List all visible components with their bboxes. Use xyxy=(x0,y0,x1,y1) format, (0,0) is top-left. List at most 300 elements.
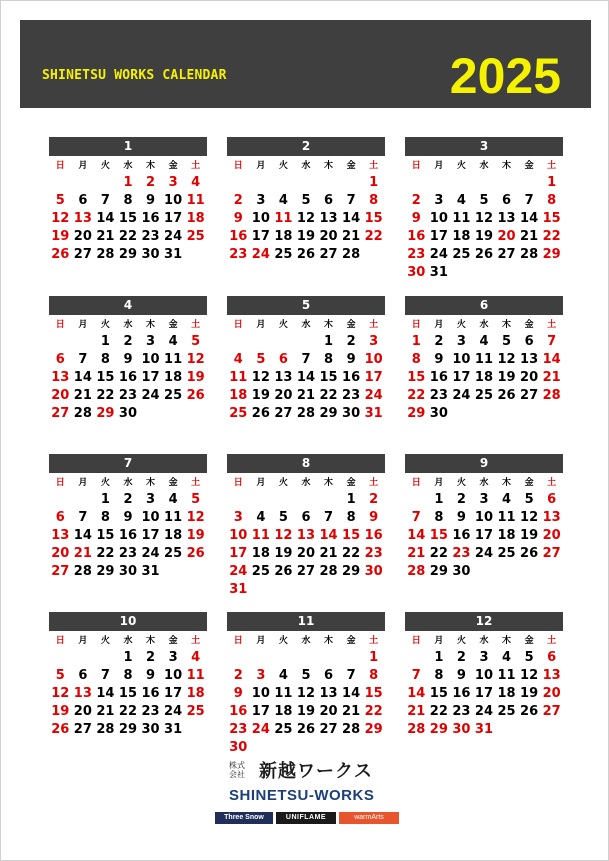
day-cell: 16 xyxy=(229,229,248,244)
day-cell: 29 xyxy=(407,406,426,421)
day-cell: 8 xyxy=(434,510,444,525)
day-cell: 24 xyxy=(251,722,270,737)
day-cell: 23 xyxy=(229,722,248,737)
day-cell: 25 xyxy=(251,564,270,579)
day-cell: 7 xyxy=(524,193,534,208)
day-cell: 4 xyxy=(191,650,201,665)
weekday-label: 土 xyxy=(369,320,379,330)
day-cell: 13 xyxy=(73,211,92,226)
day-cell: 23 xyxy=(141,704,160,719)
day-cell: 30 xyxy=(141,247,160,262)
day-cell: 1 xyxy=(434,492,444,507)
day-grid xyxy=(49,333,207,423)
weekday-label: 金 xyxy=(168,320,178,330)
day-cell: 28 xyxy=(342,722,361,737)
day-cell: 27 xyxy=(319,722,338,737)
day-cell: 8 xyxy=(100,352,110,367)
day-cell: 30 xyxy=(452,722,471,737)
day-cell: 16 xyxy=(141,211,160,226)
day-cell: 17 xyxy=(141,370,160,385)
weekday-label: 木 xyxy=(146,320,156,330)
day-cell: 5 xyxy=(301,668,311,683)
day-cell: 30 xyxy=(407,265,426,280)
day-cell: 6 xyxy=(524,334,534,349)
day-cell: 5 xyxy=(55,193,65,208)
day-cell: 18 xyxy=(164,528,183,543)
day-cell: 26 xyxy=(186,546,205,561)
day-cell: 11 xyxy=(474,352,494,367)
day-cell: 22 xyxy=(118,229,138,244)
day-grid xyxy=(227,174,385,264)
day-cell: 26 xyxy=(520,704,539,719)
day-cell: 7 xyxy=(411,510,421,525)
day-cell: 9 xyxy=(233,211,243,226)
day-cell: 26 xyxy=(274,564,293,579)
day-cell: 31 xyxy=(229,582,248,597)
day-cell: 21 xyxy=(319,546,338,561)
day-cell: 28 xyxy=(73,406,92,421)
day-cell: 7 xyxy=(346,193,356,208)
weekday-label: 金 xyxy=(524,478,534,488)
day-cell: 26 xyxy=(296,247,316,262)
day-cell: 23 xyxy=(141,229,160,244)
day-cell: 28 xyxy=(407,722,426,737)
weekday-label: 日 xyxy=(55,320,65,330)
weekday-label: 木 xyxy=(502,320,512,330)
weekday-label: 日 xyxy=(411,478,421,488)
day-cell: 19 xyxy=(474,229,494,244)
day-cell: 21 xyxy=(407,704,426,719)
day-cell: 2 xyxy=(456,492,466,507)
day-cell: 4 xyxy=(278,668,288,683)
day-cell: 5 xyxy=(479,193,489,208)
day-cell: 25 xyxy=(474,388,494,403)
day-cell: 8 xyxy=(100,510,110,525)
day-cell: 9 xyxy=(346,352,356,367)
day-cell: 24 xyxy=(251,247,270,262)
weekday-label: 水 xyxy=(123,478,133,488)
weekday-label: 日 xyxy=(233,636,243,646)
day-cell: 18 xyxy=(497,686,516,701)
day-cell: 28 xyxy=(542,388,561,403)
day-cell: 15 xyxy=(364,211,383,226)
day-cell: 31 xyxy=(429,265,448,280)
day-cell: 29 xyxy=(342,564,361,579)
day-empty xyxy=(317,649,340,667)
day-cell: 28 xyxy=(319,564,338,579)
day-cell: 18 xyxy=(164,370,183,385)
day-cell: 9 xyxy=(434,352,444,367)
day-cell: 20 xyxy=(542,528,561,543)
day-cell: 30 xyxy=(229,740,248,755)
day-cell: 11 xyxy=(497,510,516,525)
month-title: 2 xyxy=(227,137,385,156)
day-cell: 31 xyxy=(141,564,160,579)
day-cell: 16 xyxy=(118,528,138,543)
day-cell: 8 xyxy=(369,193,379,208)
company-name-en: SHINETSU-WORKS xyxy=(229,787,375,804)
day-cell: 24 xyxy=(474,704,494,719)
day-empty xyxy=(49,649,72,667)
day-cell: 19 xyxy=(520,686,539,701)
weekday-label: 木 xyxy=(146,636,156,646)
day-cell: 14 xyxy=(407,528,426,543)
month-title: 5 xyxy=(227,296,385,315)
day-cell: 6 xyxy=(301,510,311,525)
day-cell: 25 xyxy=(164,388,183,403)
company-prefix-line2: 会社 xyxy=(229,770,245,779)
day-cell: 3 xyxy=(479,492,489,507)
day-cell: 31 xyxy=(164,722,183,737)
weekday-label: 火 xyxy=(278,320,288,330)
day-cell: 23 xyxy=(452,546,471,561)
day-cell: 25 xyxy=(452,247,471,262)
weekday-label: 水 xyxy=(301,161,311,171)
day-cell: 24 xyxy=(229,564,248,579)
day-cell: 8 xyxy=(346,510,356,525)
weekday-label: 土 xyxy=(369,478,379,488)
day-cell: 1 xyxy=(100,492,110,507)
day-cell: 13 xyxy=(296,528,316,543)
day-cell: 18 xyxy=(497,528,516,543)
company-prefix-line1: 株式 xyxy=(229,761,245,770)
day-cell: 24 xyxy=(364,388,383,403)
month-8 xyxy=(227,454,385,599)
weekday-label: 日 xyxy=(411,320,421,330)
day-cell: 30 xyxy=(342,406,361,421)
day-cell: 11 xyxy=(186,668,205,683)
day-empty xyxy=(295,649,318,667)
day-empty xyxy=(495,174,518,192)
day-grid xyxy=(227,491,385,599)
day-cell: 21 xyxy=(96,704,115,719)
day-cell: 17 xyxy=(164,211,183,226)
day-cell: 2 xyxy=(233,668,243,683)
day-cell: 6 xyxy=(324,193,334,208)
company-name-jp: 新越ワークス xyxy=(259,761,373,782)
day-grid xyxy=(405,174,563,282)
weekday-label: 土 xyxy=(191,636,201,646)
weekday-row xyxy=(49,158,207,174)
day-cell: 13 xyxy=(520,352,539,367)
weekday-label: 金 xyxy=(168,636,178,646)
day-empty xyxy=(450,174,473,192)
day-empty xyxy=(317,491,340,509)
day-cell: 1 xyxy=(369,175,379,190)
weekday-label: 土 xyxy=(547,478,557,488)
weekday-label: 金 xyxy=(346,478,356,488)
day-cell: 20 xyxy=(542,686,561,701)
day-empty xyxy=(227,174,250,192)
weekday-row xyxy=(405,475,563,491)
calendar-year: 2025 xyxy=(449,48,561,104)
day-cell: 4 xyxy=(256,510,266,525)
day-cell: 16 xyxy=(229,704,248,719)
day-cell: 5 xyxy=(256,352,266,367)
day-grid xyxy=(49,649,207,739)
day-cell: 1 xyxy=(100,334,110,349)
day-cell: 9 xyxy=(146,668,156,683)
weekday-label: 月 xyxy=(434,161,444,171)
month-2 xyxy=(227,137,385,264)
month-title: 9 xyxy=(405,454,563,473)
day-cell: 15 xyxy=(319,370,338,385)
day-cell: 2 xyxy=(146,175,156,190)
day-cell: 21 xyxy=(520,229,539,244)
weekday-label: 日 xyxy=(55,478,65,488)
day-cell: 20 xyxy=(497,229,516,244)
day-cell: 3 xyxy=(233,510,243,525)
weekday-label: 日 xyxy=(233,161,243,171)
day-cell: 16 xyxy=(452,528,471,543)
day-cell: 9 xyxy=(123,510,133,525)
day-cell: 3 xyxy=(146,492,156,507)
day-cell: 12 xyxy=(186,510,205,525)
day-cell: 7 xyxy=(301,352,311,367)
day-cell: 12 xyxy=(274,528,293,543)
day-cell: 13 xyxy=(274,370,293,385)
day-cell: 12 xyxy=(520,668,539,683)
day-cell: 18 xyxy=(274,704,293,719)
day-cell: 21 xyxy=(296,388,316,403)
month-9 xyxy=(405,454,563,581)
weekday-label: 月 xyxy=(256,636,266,646)
day-cell: 13 xyxy=(51,528,70,543)
day-cell: 12 xyxy=(51,211,70,226)
day-cell: 3 xyxy=(369,334,379,349)
weekday-label: 火 xyxy=(100,161,110,171)
day-grid xyxy=(227,333,385,423)
company-type-mark xyxy=(229,761,245,779)
day-cell: 14 xyxy=(73,528,92,543)
day-cell: 19 xyxy=(186,370,205,385)
day-cell: 19 xyxy=(274,546,293,561)
day-cell: 1 xyxy=(123,175,133,190)
day-cell: 18 xyxy=(474,370,494,385)
day-cell: 9 xyxy=(146,193,156,208)
day-cell: 23 xyxy=(364,546,383,561)
day-cell: 21 xyxy=(542,370,561,385)
brand-three-snow: Three Snow xyxy=(215,812,273,824)
month-1 xyxy=(49,137,207,264)
day-cell: 3 xyxy=(434,193,444,208)
day-cell: 16 xyxy=(118,370,138,385)
day-cell: 26 xyxy=(251,406,270,421)
day-cell: 29 xyxy=(118,722,138,737)
day-cell: 5 xyxy=(502,334,512,349)
weekday-row xyxy=(49,475,207,491)
day-cell: 18 xyxy=(452,229,471,244)
day-cell: 17 xyxy=(251,229,270,244)
day-cell: 24 xyxy=(452,388,471,403)
day-cell: 26 xyxy=(51,722,70,737)
day-cell: 25 xyxy=(274,247,293,262)
weekday-label: 月 xyxy=(434,320,444,330)
day-cell: 9 xyxy=(456,668,466,683)
month-11 xyxy=(227,612,385,757)
day-cell: 13 xyxy=(319,686,338,701)
weekday-label: 水 xyxy=(479,636,489,646)
day-cell: 2 xyxy=(123,334,133,349)
day-cell: 10 xyxy=(474,510,494,525)
weekday-label: 日 xyxy=(55,161,65,171)
day-cell: 22 xyxy=(319,388,338,403)
day-cell: 20 xyxy=(296,546,316,561)
day-empty xyxy=(518,174,541,192)
day-cell: 14 xyxy=(342,686,361,701)
day-cell: 1 xyxy=(324,334,334,349)
day-cell: 20 xyxy=(520,370,539,385)
weekday-label: 土 xyxy=(369,161,379,171)
day-empty xyxy=(72,333,95,351)
day-cell: 28 xyxy=(342,247,361,262)
month-title: 11 xyxy=(227,612,385,631)
day-cell: 16 xyxy=(407,229,426,244)
day-empty xyxy=(473,174,496,192)
day-cell: 22 xyxy=(342,546,361,561)
day-cell: 14 xyxy=(520,211,539,226)
day-cell: 1 xyxy=(123,650,133,665)
day-cell: 28 xyxy=(407,564,426,579)
weekday-label: 火 xyxy=(456,161,466,171)
day-cell: 4 xyxy=(168,492,178,507)
day-cell: 24 xyxy=(141,388,160,403)
day-empty xyxy=(272,333,295,351)
day-grid xyxy=(405,333,563,423)
weekday-label: 土 xyxy=(547,320,557,330)
day-empty xyxy=(49,333,72,351)
day-empty xyxy=(250,649,273,667)
day-cell: 3 xyxy=(168,175,178,190)
day-cell: 28 xyxy=(296,406,316,421)
month-title: 10 xyxy=(49,612,207,631)
day-cell: 13 xyxy=(542,510,561,525)
day-cell: 11 xyxy=(452,211,471,226)
day-cell: 17 xyxy=(164,686,183,701)
day-cell: 21 xyxy=(73,388,92,403)
day-cell: 14 xyxy=(73,370,92,385)
day-empty xyxy=(295,174,318,192)
day-cell: 22 xyxy=(407,388,426,403)
day-cell: 29 xyxy=(364,722,383,737)
day-cell: 9 xyxy=(369,510,379,525)
day-cell: 28 xyxy=(96,247,115,262)
day-cell: 18 xyxy=(186,686,205,701)
day-empty xyxy=(405,174,428,192)
day-cell: 17 xyxy=(452,370,471,385)
day-cell: 5 xyxy=(278,510,288,525)
day-cell: 11 xyxy=(251,528,270,543)
day-empty xyxy=(227,649,250,667)
day-cell: 3 xyxy=(146,334,156,349)
day-cell: 2 xyxy=(369,492,379,507)
day-cell: 8 xyxy=(547,193,557,208)
day-cell: 24 xyxy=(474,546,494,561)
day-cell: 13 xyxy=(542,668,561,683)
month-title: 8 xyxy=(227,454,385,473)
day-cell: 21 xyxy=(73,546,92,561)
weekday-label: 水 xyxy=(123,320,133,330)
weekday-label: 月 xyxy=(256,320,266,330)
day-cell: 21 xyxy=(342,704,361,719)
day-cell: 27 xyxy=(274,406,293,421)
day-cell: 26 xyxy=(520,546,539,561)
day-cell: 9 xyxy=(456,510,466,525)
weekday-label: 水 xyxy=(123,161,133,171)
weekday-label: 日 xyxy=(233,320,243,330)
day-cell: 4 xyxy=(479,334,489,349)
day-cell: 25 xyxy=(497,546,516,561)
weekday-label: 木 xyxy=(502,636,512,646)
day-cell: 4 xyxy=(278,193,288,208)
day-cell: 25 xyxy=(164,546,183,561)
day-cell: 20 xyxy=(51,388,70,403)
day-empty xyxy=(340,649,363,667)
day-cell: 25 xyxy=(274,722,293,737)
day-cell: 11 xyxy=(497,668,516,683)
day-empty xyxy=(94,649,117,667)
day-cell: 17 xyxy=(141,528,160,543)
day-empty xyxy=(250,491,273,509)
month-3 xyxy=(405,137,563,282)
day-cell: 30 xyxy=(118,564,138,579)
day-cell: 19 xyxy=(51,704,70,719)
day-cell: 18 xyxy=(251,546,270,561)
weekday-label: 水 xyxy=(123,636,133,646)
day-cell: 2 xyxy=(411,193,421,208)
day-cell: 22 xyxy=(429,546,448,561)
day-cell: 7 xyxy=(78,510,88,525)
weekday-label: 木 xyxy=(324,320,334,330)
day-cell: 16 xyxy=(429,370,448,385)
day-cell: 7 xyxy=(100,193,110,208)
weekday-label: 金 xyxy=(524,636,534,646)
day-empty xyxy=(49,491,72,509)
day-empty xyxy=(405,491,428,509)
weekday-label: 水 xyxy=(479,320,489,330)
weekday-label: 火 xyxy=(278,161,288,171)
day-empty xyxy=(340,174,363,192)
weekday-label: 金 xyxy=(346,161,356,171)
day-cell: 2 xyxy=(123,492,133,507)
day-cell: 5 xyxy=(55,668,65,683)
day-cell: 28 xyxy=(520,247,539,262)
day-cell: 17 xyxy=(229,546,248,561)
day-cell: 13 xyxy=(497,211,516,226)
day-cell: 18 xyxy=(274,229,293,244)
day-cell: 2 xyxy=(346,334,356,349)
day-grid xyxy=(49,491,207,581)
day-cell: 11 xyxy=(274,211,293,226)
calendar-subtitle: SHINETSU WORKS CALENDAR xyxy=(42,68,227,83)
day-cell: 14 xyxy=(407,686,426,701)
day-cell: 3 xyxy=(456,334,466,349)
day-cell: 22 xyxy=(429,704,448,719)
day-cell: 3 xyxy=(256,668,266,683)
day-empty xyxy=(295,491,318,509)
weekday-label: 月 xyxy=(256,478,266,488)
brand-uniflame: UNIFLAME xyxy=(276,812,336,824)
day-cell: 10 xyxy=(141,352,160,367)
day-cell: 11 xyxy=(164,352,183,367)
day-empty xyxy=(72,174,95,192)
day-cell: 9 xyxy=(411,211,421,226)
day-empty xyxy=(250,174,273,192)
day-cell: 19 xyxy=(296,704,316,719)
day-cell: 15 xyxy=(96,528,115,543)
day-cell: 6 xyxy=(547,492,557,507)
day-cell: 6 xyxy=(324,668,334,683)
